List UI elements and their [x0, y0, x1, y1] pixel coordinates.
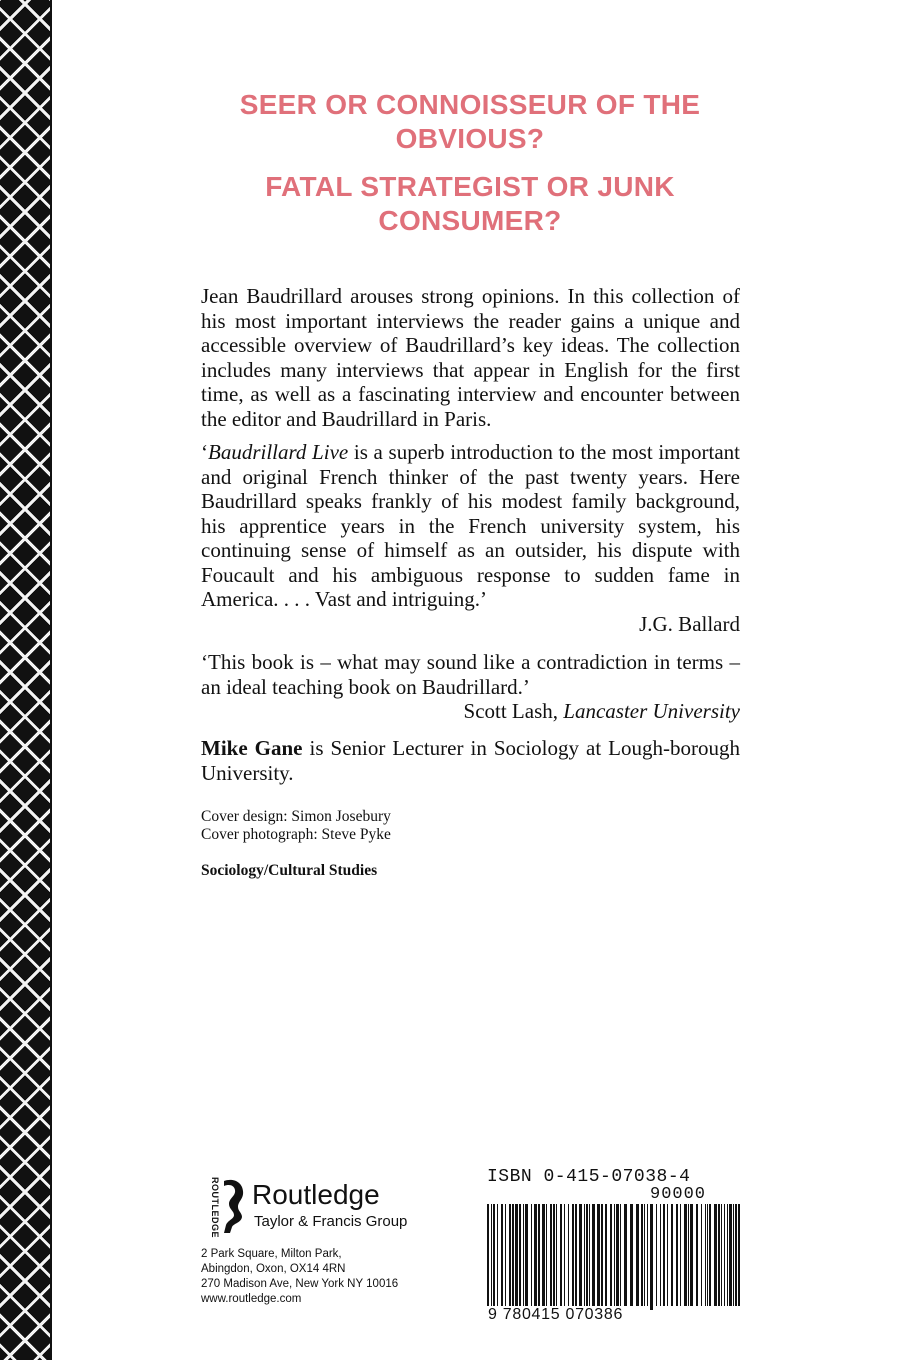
- publisher-vertical-wordmark: ROUTLEDGE: [210, 1177, 220, 1239]
- barcode-bar: [538, 1204, 540, 1306]
- barcode-bar: [624, 1204, 627, 1306]
- barcode-bar: [542, 1204, 545, 1306]
- barcode-bar: [660, 1204, 661, 1306]
- barcode-bar: [671, 1204, 673, 1306]
- barcode-bar: [684, 1204, 687, 1306]
- author-name: Mike Gane: [201, 736, 303, 760]
- ballard-quote-body: is a superb introduction to the most important and original French thinker of the past twenty years. Here Baudrillard speaks frankly of his modest family background, his apprentice years in the French university system, his continuing sense of himself as an outsider, his dispute with Foucault and his ambiguous response to sudden fame in America. . . . Vast and intriguing.’: [201, 440, 740, 611]
- address-line: 2 Park Square, Milton Park,: [201, 1248, 342, 1260]
- barcode-bar: [733, 1204, 734, 1306]
- barcode-bar: [696, 1204, 698, 1306]
- barcode-bar: [701, 1204, 702, 1306]
- lash-name: Scott Lash,: [463, 699, 564, 723]
- barcode-bar: [550, 1204, 552, 1306]
- barcode-bar: [575, 1204, 577, 1306]
- lash-quote: [201, 650, 740, 724]
- barcode-bar: [564, 1204, 565, 1306]
- author-bio-body: is Senior Lecturer in Sociology at Lough-borough University.: [201, 736, 740, 785]
- barcode-bar: [680, 1204, 681, 1306]
- barcode-bar: [592, 1204, 595, 1306]
- barcode-bar: [729, 1204, 732, 1306]
- quote-open-mark: ‘: [201, 440, 208, 464]
- barcode-bar: [620, 1204, 621, 1306]
- barcode-bar: [534, 1204, 537, 1306]
- headline-fatal-strategist: FATAL STRATEGIST OR JUNK CONSUMER?: [265, 171, 675, 236]
- barcode-bar: [727, 1204, 728, 1306]
- barcode-bar: [525, 1204, 528, 1306]
- headline-seer: SEER OR CONNOISSEUR OF THE OBVIOUS?: [239, 89, 701, 154]
- author-bio-text: [201, 736, 740, 785]
- barcode-bar: [616, 1204, 619, 1306]
- lash-quote-text: ‘This book is – what may sound like a contradiction in terms – an ideal teaching book on Baudrillard.’: [201, 650, 740, 699]
- barcode-bar: [656, 1204, 657, 1306]
- barcode-bar: [553, 1204, 555, 1306]
- barcode-bar: [519, 1204, 521, 1306]
- publisher-block: [200, 1177, 440, 1237]
- barcode-bar: [690, 1204, 693, 1306]
- lash-affiliation: Lancaster University: [563, 699, 740, 723]
- publisher-website: www.routledge.com: [201, 1293, 302, 1305]
- barcode-bar: [650, 1204, 653, 1310]
- barcode-bar: [721, 1204, 722, 1306]
- barcode-graphic: [487, 1204, 740, 1310]
- barcode-bar: [647, 1204, 648, 1306]
- barcode-bar: [509, 1204, 511, 1306]
- barcode-bar: [584, 1204, 585, 1306]
- barcode-bar: [487, 1204, 489, 1306]
- barcode-bar: [531, 1204, 532, 1306]
- barcode-bar: [636, 1204, 639, 1306]
- barcode-bar: [709, 1204, 711, 1306]
- barcode-bar: [688, 1204, 689, 1306]
- cover-design-credit: Cover design: Simon Josebury: [201, 808, 391, 825]
- barcode-bar: [501, 1204, 503, 1306]
- barcode-bar: [630, 1204, 633, 1306]
- address-line: 270 Madison Ave, New York NY 10016: [201, 1278, 399, 1290]
- ballard-quote: [201, 440, 740, 636]
- subject-category: Sociology/Cultural Studies: [201, 862, 378, 879]
- barcode-bar: [605, 1204, 607, 1306]
- barcode-bar: [556, 1204, 557, 1306]
- barcode-bar: [667, 1204, 668, 1306]
- barcode-bar: [707, 1204, 708, 1306]
- barcode-bar: [676, 1204, 678, 1306]
- cover-credits: [201, 808, 391, 844]
- barcode-bar: [644, 1204, 645, 1306]
- barcode-bar: [512, 1204, 514, 1306]
- barcode-bar: [572, 1204, 574, 1306]
- barcode-bar: [491, 1204, 492, 1306]
- barcode-bar: [610, 1204, 612, 1306]
- barcode-bar: [724, 1204, 725, 1306]
- barcode-bar: [579, 1204, 582, 1306]
- ballard-quote-text: [201, 440, 740, 612]
- cover-photo-credit: Cover photograph: Steve Pyke: [201, 826, 391, 843]
- barcode-bar: [601, 1204, 603, 1306]
- ballard-attribution: J.G. Ballard: [639, 611, 740, 636]
- barcode-bar: [568, 1204, 569, 1306]
- barcode-bar: [718, 1204, 720, 1306]
- barcode-bar: [738, 1204, 740, 1306]
- barcode-bar: [714, 1204, 717, 1306]
- isbn-label: ISBN 0-415-07038-4: [487, 1167, 691, 1187]
- barcode-bar: [614, 1204, 615, 1306]
- description-text: Jean Baudrillard arouses strong opinions. In this collection of his most important interviews the reader gains a unique and accessible overview of Baudrillard’s key ideas. The collection includes many interviews that appear in English for the first time, as well as a fascinating interview and encounter between the editor and Baudrillard in Paris.: [201, 284, 740, 431]
- barcode-bar: [505, 1204, 506, 1306]
- barcode-bar: [586, 1204, 588, 1306]
- publisher-group: Taylor & Francis Group: [254, 1213, 408, 1230]
- book-title: Baudrillard Live: [208, 440, 349, 464]
- price-addon-code: 90000: [650, 1185, 707, 1204]
- book-description: [201, 284, 740, 431]
- barcode-bar: [546, 1204, 547, 1306]
- ean-number: 9 780415 070386: [487, 1306, 649, 1324]
- author-bio: [201, 736, 740, 785]
- routledge-head-icon: [218, 1177, 248, 1235]
- spine-edge: [50, 0, 52, 1360]
- barcode-bar: [597, 1204, 600, 1306]
- barcode-bar: [493, 1204, 495, 1306]
- barcode-bar: [589, 1204, 590, 1306]
- barcode-bar: [641, 1204, 643, 1306]
- barcode-bar: [523, 1204, 524, 1306]
- address-line: Abingdon, Oxon, OX14 4RN: [201, 1263, 346, 1275]
- spine-pattern: [0, 0, 50, 1360]
- barcode-bar: [515, 1204, 518, 1306]
- barcode-bar: [705, 1204, 706, 1306]
- publisher-address: [201, 1247, 398, 1307]
- lash-attribution: [201, 699, 740, 724]
- publisher-name: Routledge: [252, 1179, 380, 1210]
- barcode-bar: [735, 1204, 737, 1306]
- barcode-bar: [497, 1204, 498, 1306]
- barcode-bar: [560, 1204, 562, 1306]
- barcode-bar: [663, 1204, 665, 1306]
